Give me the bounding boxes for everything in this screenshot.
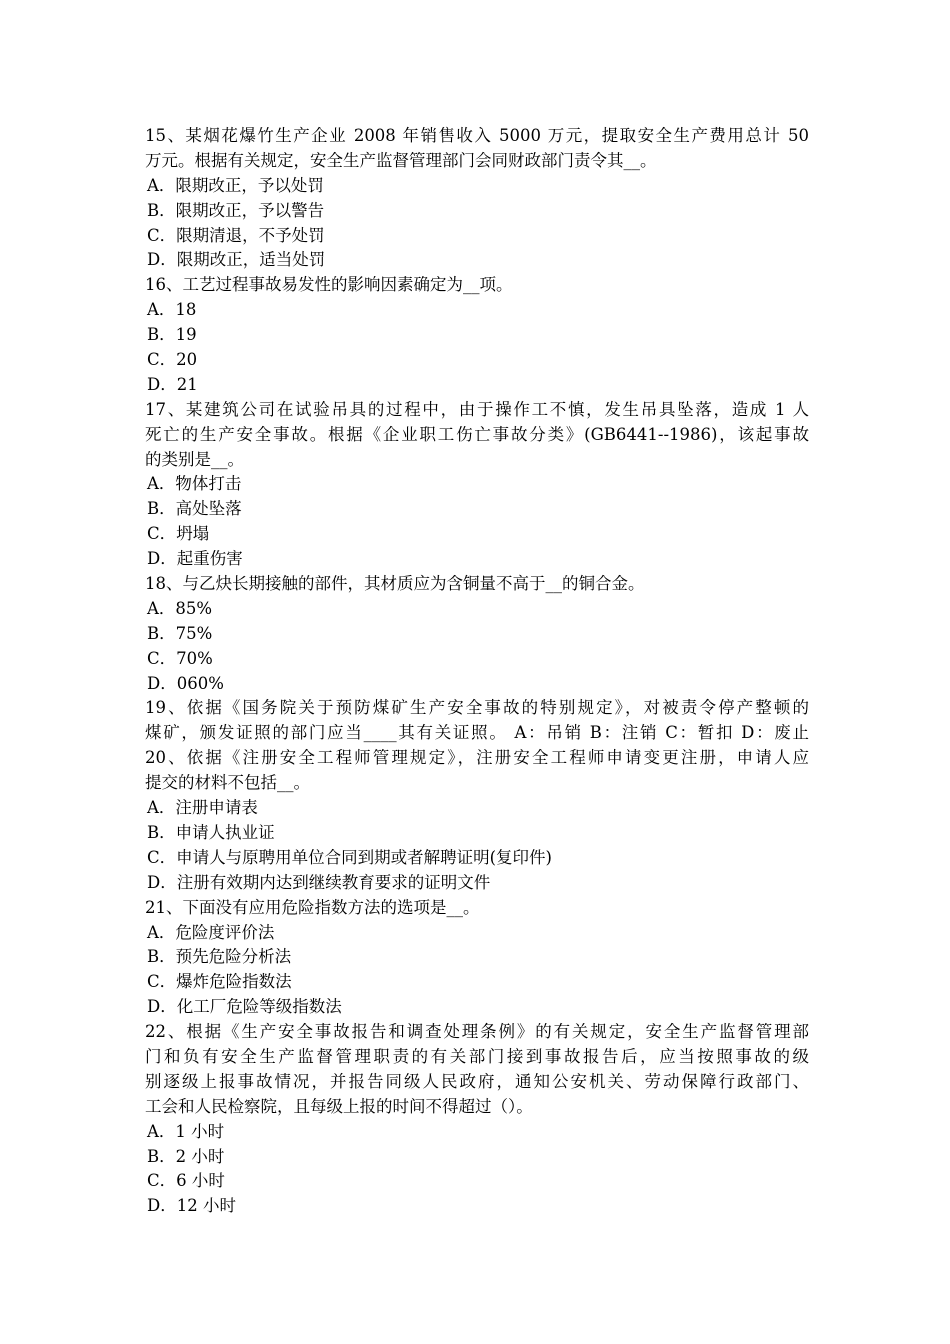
answer-option: B．高处坠落 xyxy=(147,499,242,519)
question-text-line: 17、某建筑公司在试验吊具的过程中，由于操作工不慎，发生吊具坠落，造成 1 人 xyxy=(145,399,809,419)
question-text-line: 死亡的生产安全事故。根据《企业职工伤亡事故分类》(GB6441--1986)，该起事故 xyxy=(145,424,809,444)
answer-option: B．19 xyxy=(147,325,197,345)
question-block xyxy=(145,746,809,895)
question-text-line: 20、依据《注册安全工程师管理规定》，注册安全工程师申请变更注册，申请人应 xyxy=(145,748,809,768)
question-text-line: 21、下面没有应用危险指数方法的选项是__。 xyxy=(145,897,480,917)
answer-option: A．18 xyxy=(147,300,197,320)
answer-option: B．限期改正，予以警告 xyxy=(147,200,325,220)
question-text-line: 18、与乙炔长期接触的部件，其材质应为含铜量不高于__的铜合金。 xyxy=(145,574,645,594)
question-text-line: 万元。根据有关规定，安全生产监督管理部门会同财政部门责令其__。 xyxy=(145,150,657,170)
answer-option: D．起重伤害 xyxy=(147,549,243,569)
question-text-line: 别逐级上报事故情况，并报告同级人民政府，通知公安机关、劳动保障行政部门、 xyxy=(145,1071,809,1091)
question-text-line: 煤矿，颁发证照的部门应当____其有关证照。 A：吊销 B：注销 C：暂扣 D：废止 xyxy=(145,723,809,743)
answer-option: D．060% xyxy=(147,673,224,693)
answer-option: B．申请人执业证 xyxy=(147,822,275,842)
question-block xyxy=(145,572,809,696)
answer-option: C．70% xyxy=(147,648,213,668)
question-text-line: 19、依据《国务院关于预防煤矿生产安全事故的特别规定》，对被责令停产整顿的 xyxy=(145,698,809,718)
answer-option: A．1 小时 xyxy=(147,1121,225,1141)
answer-option: C．爆炸危险指数法 xyxy=(147,972,292,992)
answer-option: B．75% xyxy=(147,623,213,643)
question-text-line: 15、某烟花爆竹生产企业 2008 年销售收入 5000 万元，提取安全生产费用总计 50 xyxy=(145,126,809,145)
answer-option: D．限期改正，适当处罚 xyxy=(147,250,326,270)
answer-option: A．物体打击 xyxy=(147,474,242,494)
answer-option: D．注册有效期内达到继续教育要求的证明文件 xyxy=(147,872,491,892)
question-block xyxy=(145,896,809,1020)
question-text-line: 16、工艺过程事故易发性的影响因素确定为__项。 xyxy=(145,275,513,295)
question-block xyxy=(145,1020,809,1219)
answer-option: D．21 xyxy=(147,374,198,394)
question-text-line: 22、根据《生产安全事故报告和调查处理条例》的有关规定，安全生产监督管理部 xyxy=(145,1022,809,1042)
question-block xyxy=(145,696,809,746)
question-text-line: 工会和人民检察院，且每级上报的时间不得超过（）。 xyxy=(145,1096,533,1116)
answer-option: A．危险度评价法 xyxy=(147,922,275,942)
answer-option: A．注册申请表 xyxy=(147,798,258,818)
document-page xyxy=(145,124,809,1219)
answer-option: A．限期改正，予以处罚 xyxy=(147,175,324,195)
answer-option: C．20 xyxy=(147,350,198,370)
answer-option: C．限期清退，不予处罚 xyxy=(147,225,325,245)
answer-option: C．申请人与原聘用单位合同到期或者解聘证明(复印件) xyxy=(147,847,552,867)
answer-option: C．坍塌 xyxy=(147,524,210,544)
answer-option: C．6 小时 xyxy=(147,1171,225,1191)
answer-option: B．预先危险分析法 xyxy=(147,947,292,967)
question-text-line: 的类别是__。 xyxy=(145,449,244,469)
question-text-line: 提交的材料不包括__。 xyxy=(145,773,310,793)
answer-option: D．化工厂危险等级指数法 xyxy=(147,997,342,1017)
answer-option: A．85% xyxy=(147,598,213,618)
question-text-line: 门和负有安全生产监督管理职责的有关部门接到事故报告后，应当按照事故的级 xyxy=(145,1046,809,1066)
answer-option: D．12 小时 xyxy=(147,1196,236,1216)
question-block xyxy=(145,273,809,397)
question-block xyxy=(145,124,809,273)
question-block xyxy=(145,398,809,572)
answer-option: B．2 小时 xyxy=(147,1146,225,1166)
